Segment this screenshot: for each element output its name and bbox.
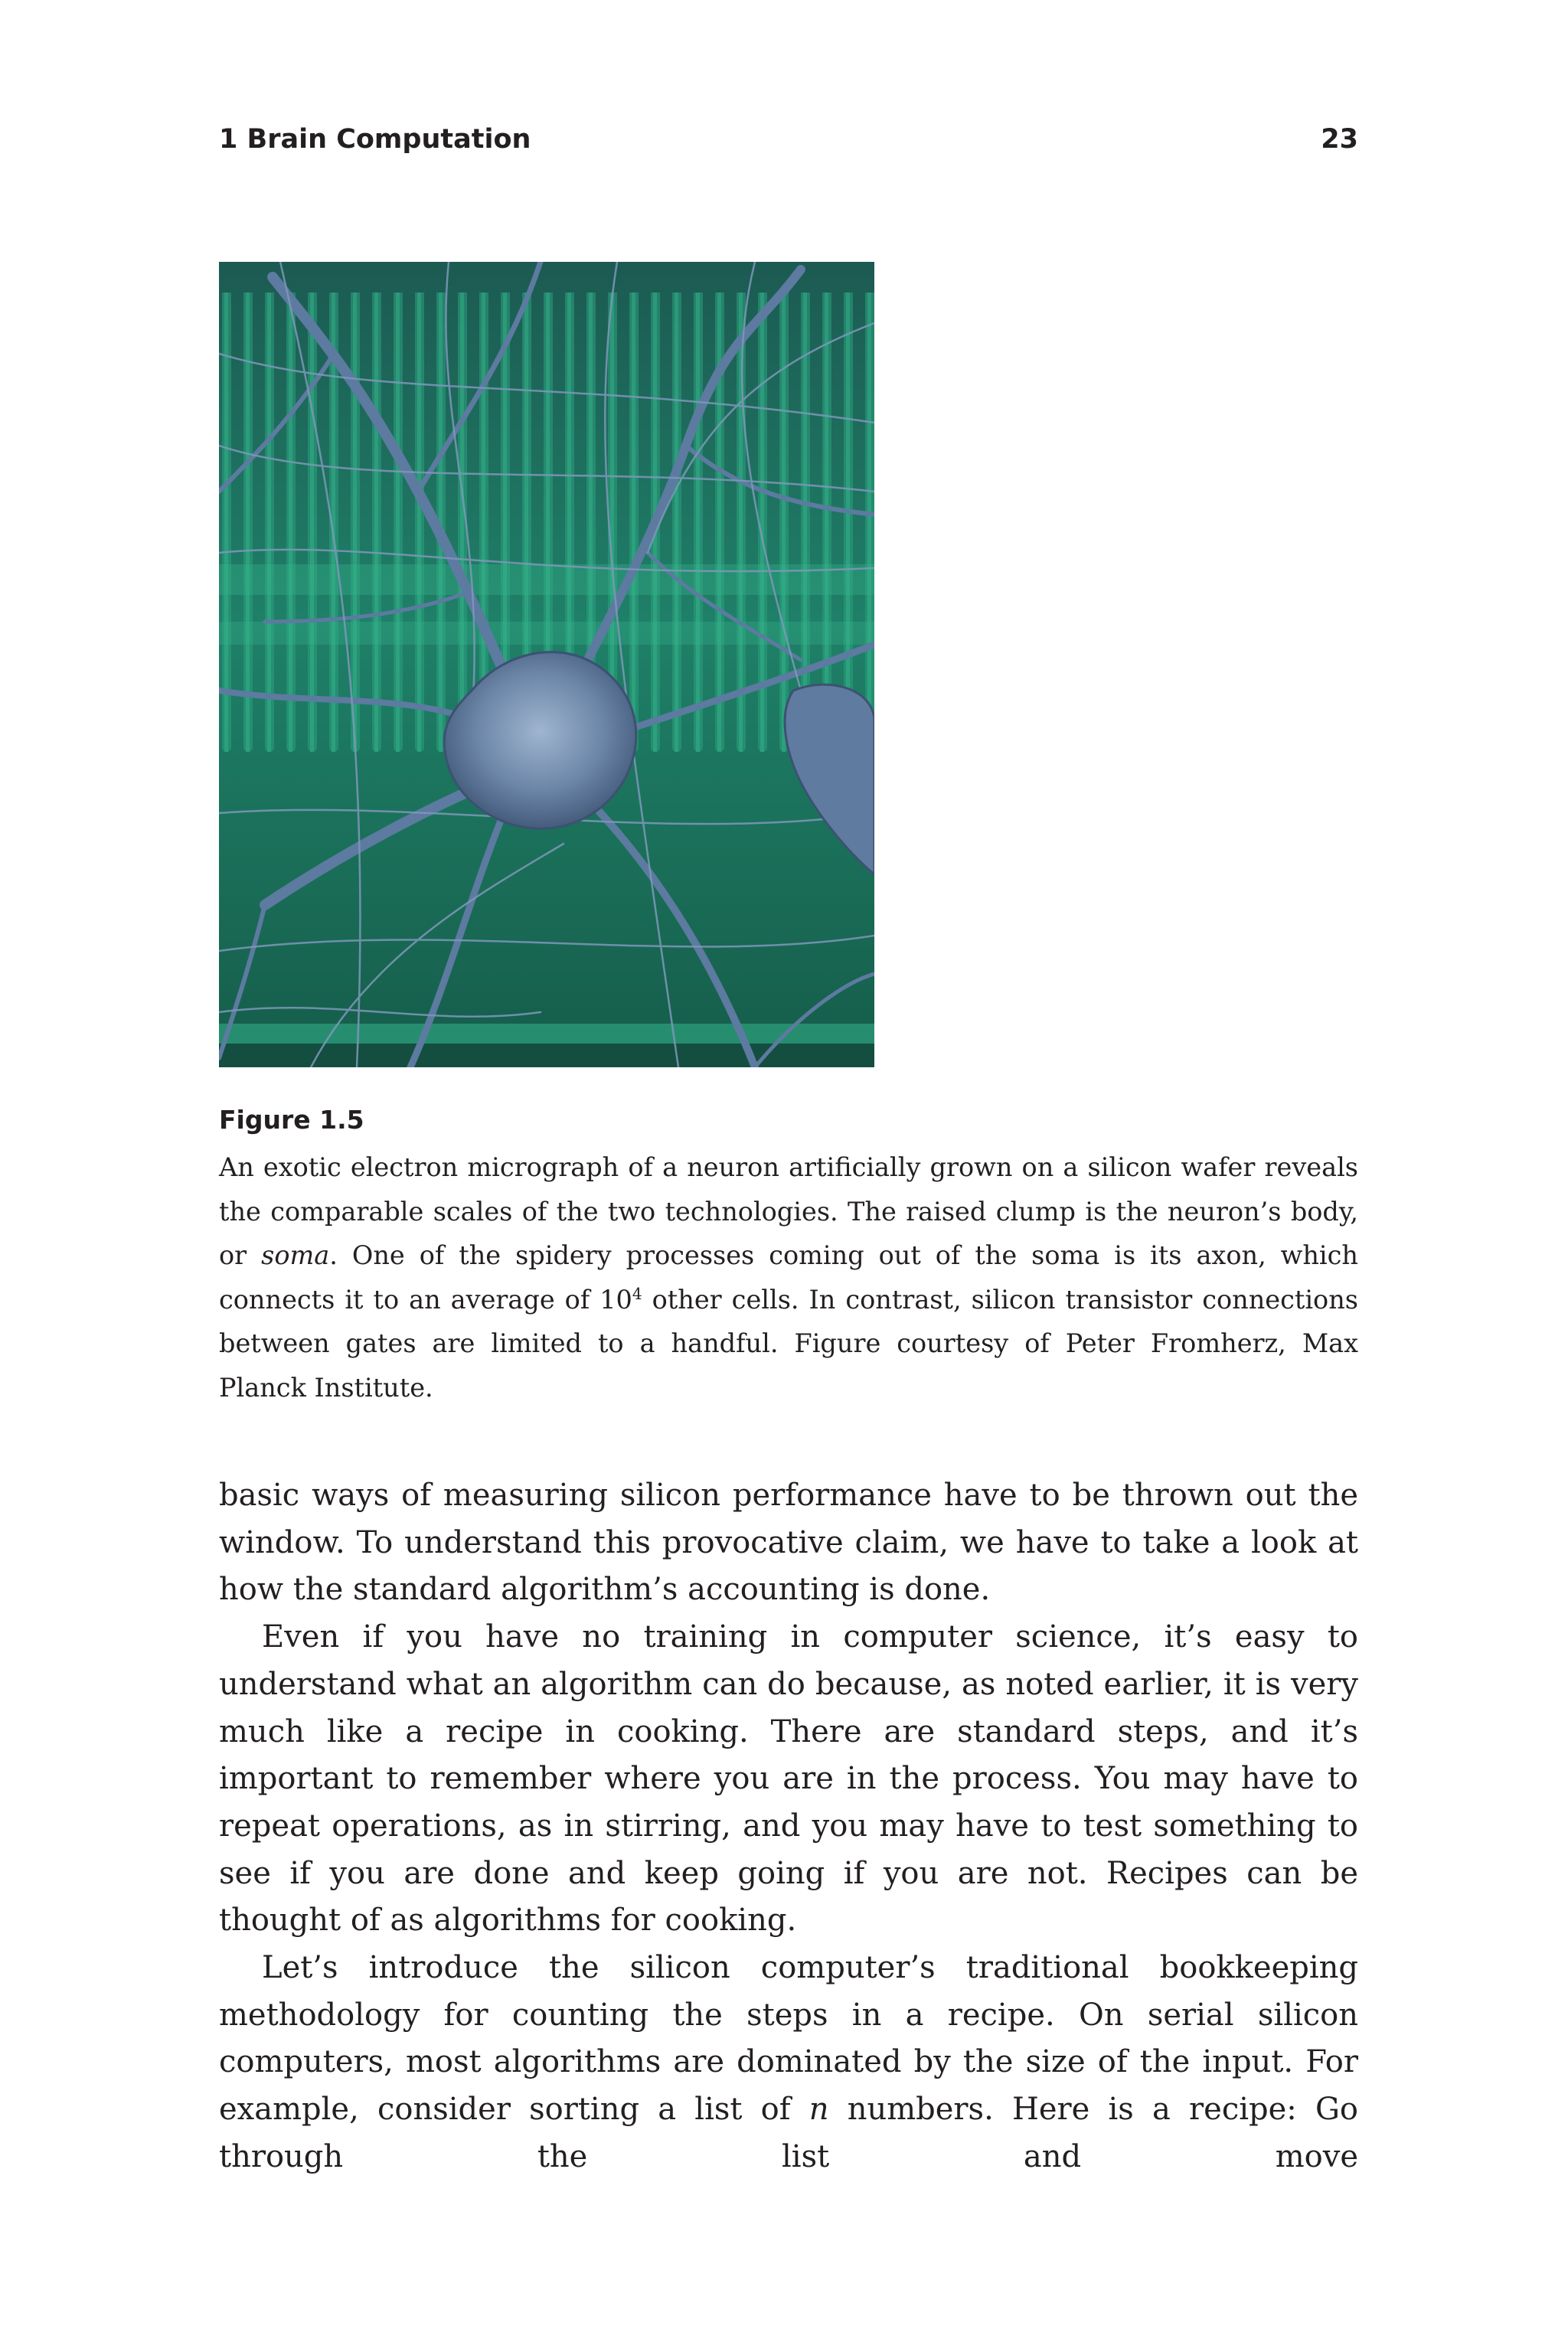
chapter-title: 1 Brain Computation <box>219 124 531 155</box>
paragraph: Let’s introduce the silicon computer’s traditional bookkeeping methodology for counting the steps in a recipe. On serial silicon computers, most algorithms are dominated by the size of the input. For example, consider sorting a list of n numbers. Here is a recipe: Go through the list and move <box>219 1950 1358 2174</box>
paragraph: basic ways of measuring silicon performance have to be thrown out the window. To understand this provocative claim, we have to take a look at how the standard algorithm’s accounting is done. <box>219 1478 1358 1608</box>
figure-label: Figure 1.5 <box>219 1105 364 1135</box>
body-text <box>219 1472 1358 2181</box>
page-number: 23 <box>1321 124 1358 155</box>
running-head <box>219 124 1358 162</box>
paragraph: Even if you have no training in computer science, it’s easy to understand what an algorithm can do because, as noted earlier, it is very much like a recipe in cooking. There are standard steps, and it’s important to remember where you are in the process. You may have to repeat operations, as in stirring, and you may have to test something to see if you are done and keep going if you are not. Recipes can be thought of as algorithms for cooking. <box>219 1619 1358 1939</box>
neuron-micrograph-image <box>219 262 874 1067</box>
figure-caption: An exotic electron micrograph of a neuron artificially grown on a silicon wafer reveals the comparable scales of the two technologies. The raised clump is the neuron’s body, or soma. One of the spidery processes coming out of the soma is its axon, which connects it to an average of $10^4$ other cells. In contrast, silicon transistor connections between gates are limited to a handful. Figure courtesy of Peter Fromherz, Max Planck Institute. <box>219 1152 1358 1403</box>
